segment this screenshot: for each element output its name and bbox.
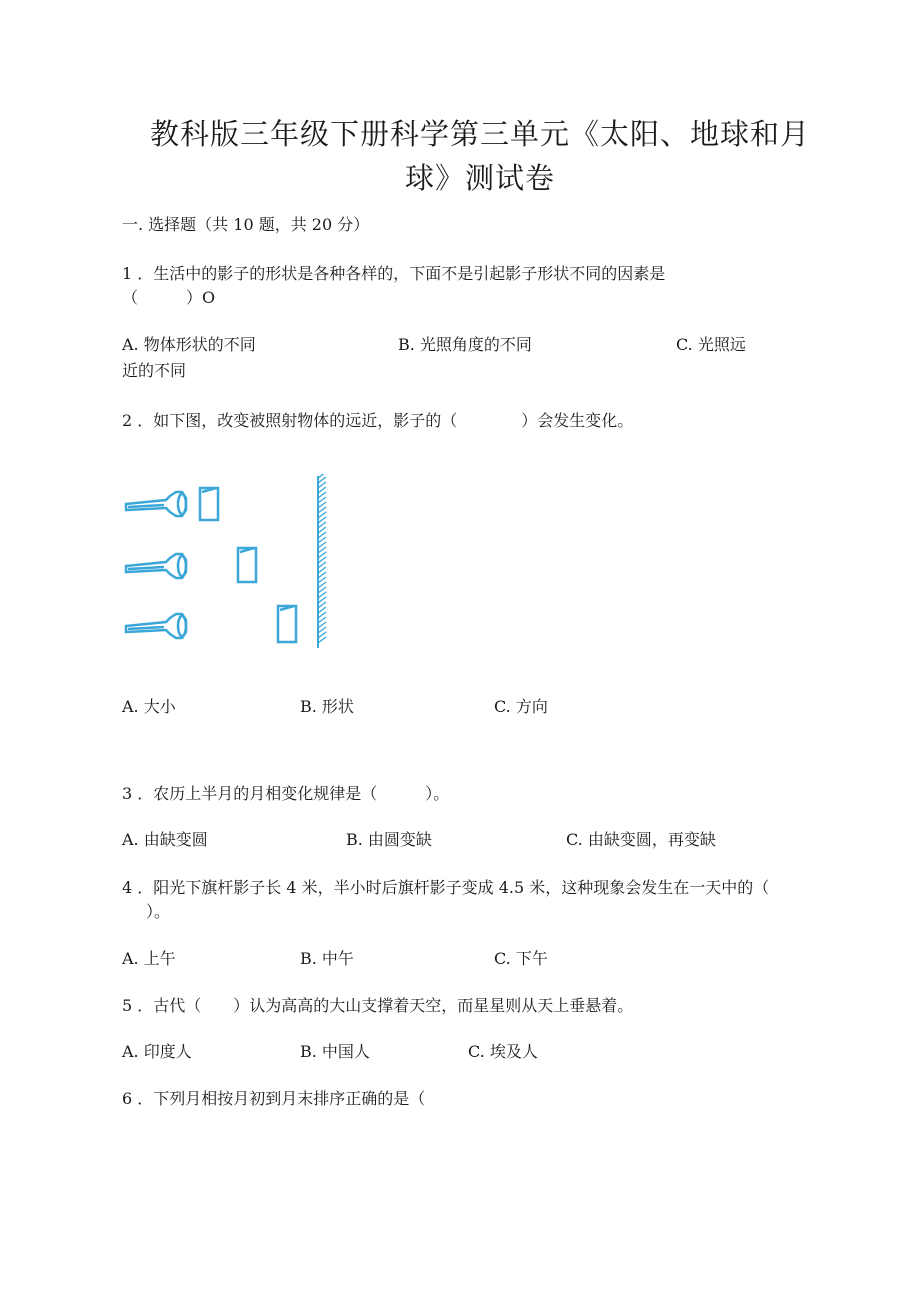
question-1-option-c: C. 光照远 [676, 335, 746, 354]
question-4-option-c: C. 下午 [494, 949, 548, 968]
question-3-option-b: B. 由圆变缺 [346, 830, 432, 849]
question-5-option-c: C. 埃及人 [468, 1042, 538, 1061]
question-2-option-c: C. 方向 [494, 697, 548, 716]
question-2-stem: 2 ．如下图，改变被照射物体的远近，影子的（ ）会发生变化。 [122, 411, 634, 430]
question-5-option-b: B. 中国人 [300, 1042, 370, 1061]
section-heading: 一. 选择题（共 10 题，共 20 分） [122, 215, 370, 234]
question-1-stem: 1 ．生活中的影子的形状是各种各样的，下面不是引起影子形状不同的因素是 [122, 264, 666, 283]
question-4-stem-cont: ）。 [146, 902, 171, 921]
question-2-option-b: B. 形状 [300, 697, 354, 716]
block-object [278, 606, 296, 642]
wall [318, 474, 326, 648]
question-2-option-a: A. 大小 [122, 697, 176, 716]
question-1-option-b: B. 光照角度的不同 [398, 335, 532, 354]
question-4-option-a: A. 上午 [122, 949, 176, 968]
question-5-option-a: A. 印度人 [122, 1042, 192, 1061]
page-title [150, 112, 810, 200]
flashlight-shadow-figure [122, 474, 332, 650]
question-1-option-c-cont: 近的不同 [122, 361, 187, 380]
question-3-stem: 3 ．农历上半月的月相变化规律是（ ）。 [122, 784, 450, 803]
flashlight-row-2 [126, 548, 256, 582]
question-3-option-a: A. 由缺变圆 [122, 830, 208, 849]
question-6-stem: 6 ．下列月相按月初到月末排序正确的是（ [122, 1089, 426, 1108]
flashlight-row-1 [126, 488, 218, 520]
flashlight-row-3 [126, 606, 296, 642]
question-1-stem-cont: （ ）O [122, 288, 216, 307]
question-5-stem: 5 ．古代（ ）认为高高的大山支撑着天空，而星星则从天上垂悬着。 [122, 996, 634, 1015]
question-4-option-b: B. 中午 [300, 949, 354, 968]
question-4-stem: 4 ．阳光下旗杆影子长 4 米，半小时后旗杆影子变成 4.5 米，这种现象会发生在一天中的（ [122, 878, 770, 897]
title-line-2: 球》测试卷 [404, 161, 555, 195]
question-3-option-c: C. 由缺变圆，再变缺 [566, 830, 716, 849]
title-line-1: 教科版三年级下册科学第三单元《太阳、地球和月 [150, 117, 811, 151]
question-1-option-a: A. 物体形状的不同 [122, 335, 256, 354]
